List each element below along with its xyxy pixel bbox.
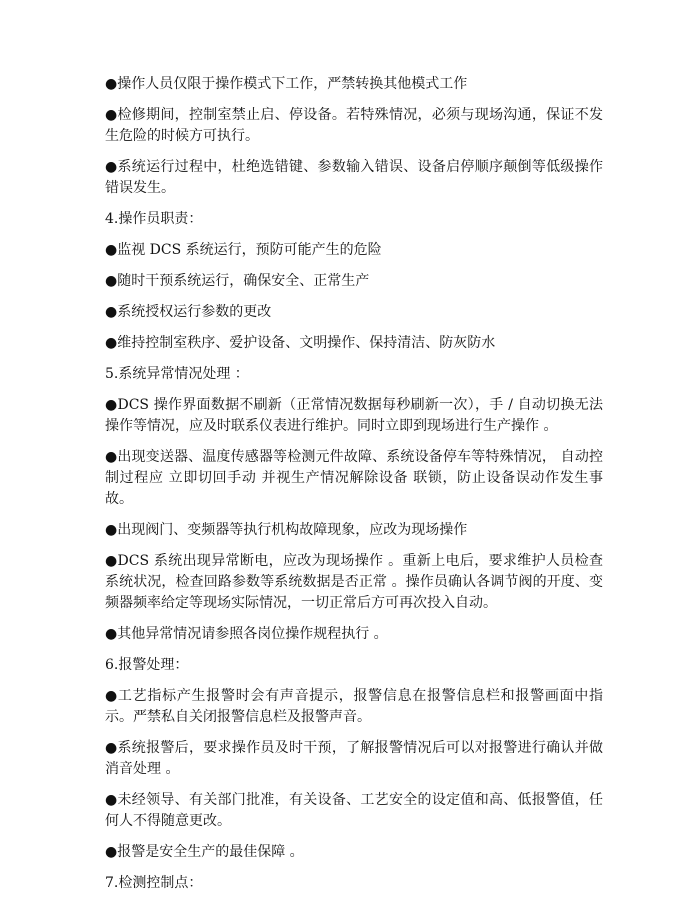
paragraph-sensor-fault: ●出现变送器、温度传感器等检测元件故障、系统设备停车等特殊情况， 自动控制过程应 立即切回手动 并视生产情况解除设备 联锁，防止设备误动作发生事故。 — [105, 449, 603, 507]
paragraph-monitor-dcs: ●监视 DCS 系统运行，预防可能产生的危险 — [105, 242, 382, 258]
section-heading-alarm-handling: 6.报警处理： — [105, 657, 189, 673]
paragraph-authorized-parameters: ●系统授权运行参数的更改 — [105, 304, 272, 320]
paragraph-power-loss: ●DCS 系统出现异常断电，应改为现场操作 。重新上电后，要求维护人员检查系统状况，检查回路参数等系统数据是否正常 。操作员确认各调节阀的开度、变频器频率给定等现场实际情况，一切正常后方可再次投入自动。 — [105, 553, 603, 611]
document-body — [105, 74, 603, 904]
paragraph-alarm-settings: ●未经领导、有关部门批准，有关设备、工艺安全的设定值和高、低报警值，任何人不得随意更改。 — [105, 792, 603, 829]
paragraph-dcs-no-refresh: ●DCS 操作界面数据不刷新（正常情况数据每秒刷新一次），手 / 自动切换无法操作等情况，应及时联系仪表进行维护。同时立即到现场进行生产操作 。 — [105, 397, 603, 434]
section-heading-system-abnormal: 5.系统异常情况处理 ： — [105, 366, 249, 382]
paragraph-intervene-system: ●随时干预系统运行，确保安全、正常生产 — [105, 273, 370, 289]
section-heading-operator-duties: 4.操作员职责： — [105, 211, 203, 227]
paragraph-operation-errors: ●系统运行过程中，杜绝选错键、参数输入错误、设备启停顺序颠倒等低级操作错误发生。 — [105, 159, 603, 196]
paragraph-alarm-prompt: ●工艺指标产生报警时会有声音提示，报警信息在报警信息栏和报警画面中指示。严禁私自关闭报警信息栏及报警声音。 — [105, 688, 603, 725]
paragraph-actuator-fault: ●出现阀门、变频器等执行机构故障现象，应改为现场操作 — [105, 522, 468, 538]
paragraph-alarm-safety: ●报警是安全生产的最佳保障 。 — [105, 844, 304, 860]
paragraph-operation-mode: ●操作人员仅限于操作模式下工作，严禁转换其他模式工作 — [105, 76, 468, 92]
paragraph-maintenance-period: ●检修期间，控制室禁止启、停设备。若特殊情况，必须与现场沟通，保证不发生危险的时候方可执行。 — [105, 107, 603, 144]
paragraph-control-room-order: ●维持控制室秩序、爱护设备、文明操作、保持清洁、防灰防水 — [105, 335, 496, 351]
paragraph-other-abnormal: ●其他异常情况请参照各岗位操作规程执行 。 — [105, 626, 388, 642]
paragraph-alarm-acknowledge: ●系统报警后，要求操作员及时干预，了解报警情况后可以对报警进行确认并做消音处理 。 — [105, 740, 603, 777]
section-heading-control-points: 7.检测控制点： — [105, 875, 203, 891]
